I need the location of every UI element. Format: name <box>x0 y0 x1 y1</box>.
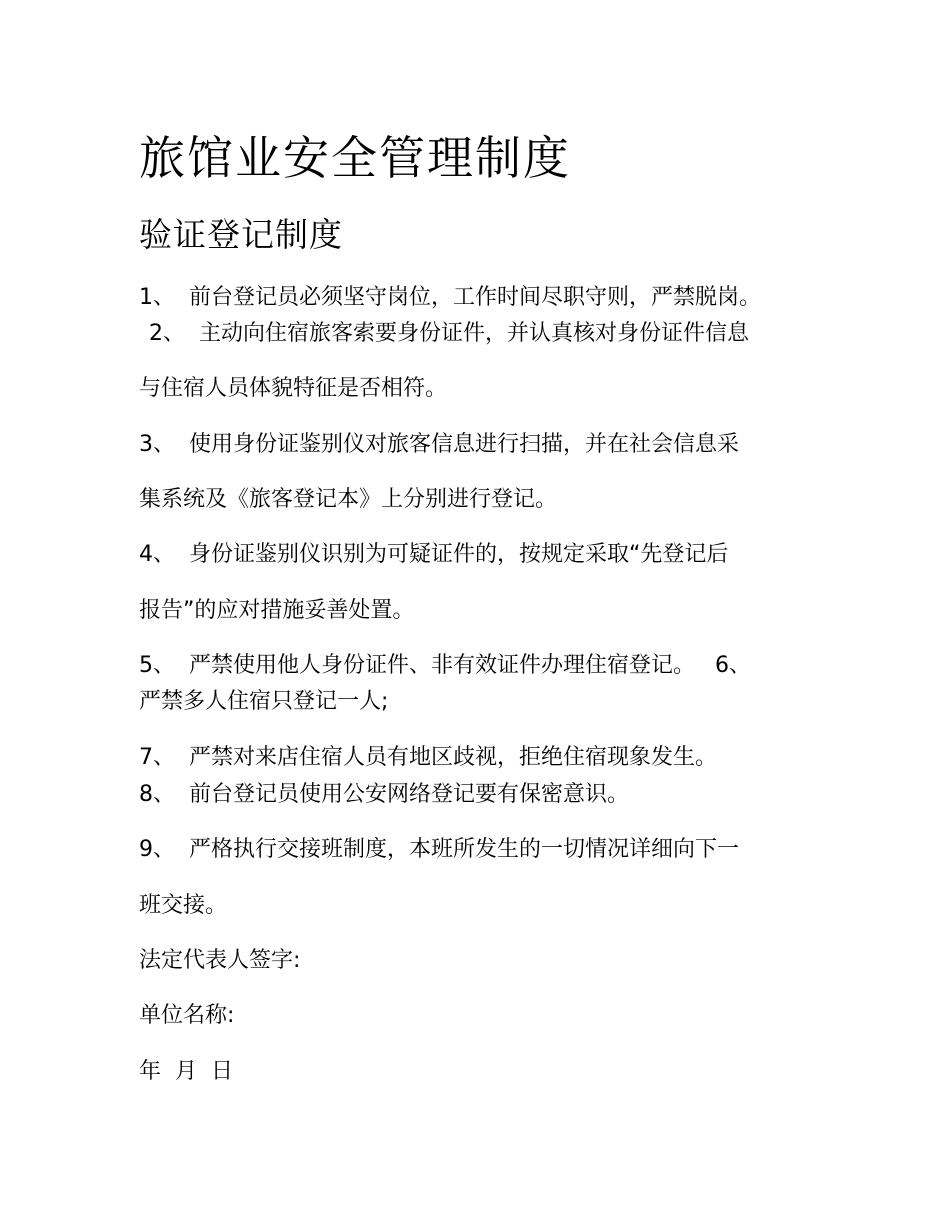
item-number: 9、 <box>139 837 175 862</box>
list-item-7 <box>139 743 717 773</box>
list-item-5 <box>139 651 751 681</box>
item-number: 5、 <box>139 653 175 678</box>
document-title: 旅馆业安全管理制度 <box>139 131 571 185</box>
item-number-6: 6、 <box>715 653 752 678</box>
list-item-3-continuation: 集系统及《旅客登记本》上分别进行登记。 <box>139 487 558 512</box>
item-text: 身份证鉴别仪识别为可疑证件的，按规定采取“先登记后 <box>189 542 729 567</box>
item-number: 7、 <box>139 745 175 770</box>
list-item-2-continuation: 与住宿人员体貌特征是否相符。 <box>139 376 448 401</box>
item-text: 前台登记员必须坚守岗位，工作时间尽职守则，严禁脱岗。 <box>189 285 762 310</box>
list-item-1 <box>139 283 761 313</box>
legal-representative-signature-label: 法定代表人签字: <box>139 948 301 973</box>
list-item-4-continuation: 报告”的应对措施妥善处置。 <box>139 598 415 623</box>
list-item-3 <box>139 430 739 460</box>
list-item-4 <box>139 540 728 570</box>
item-number: 3、 <box>139 432 175 457</box>
item-number: 8、 <box>139 782 175 807</box>
item-text: 主动向住宿旅客索要身份证件，并认真核对身份证件信息 <box>199 321 750 346</box>
item-text: 前台登记员使用公安网络登记要有保密意识。 <box>189 782 630 807</box>
item-number: 4、 <box>139 542 175 567</box>
item-number: 2、 <box>149 321 185 346</box>
item-text: 严格执行交接班制度，本班所发生的一切情况详细向下一 <box>189 837 740 862</box>
item-text: 严禁使用他人身份证件、非有效证件办理住宿登记。 <box>189 653 696 678</box>
section-heading: 验证登记制度 <box>139 215 343 254</box>
item-text: 使用身份证鉴别仪对旅客信息进行扫描，并在社会信息采 <box>189 432 740 457</box>
list-item-8 <box>139 780 629 810</box>
list-item-2 <box>149 319 749 349</box>
unit-name-label: 单位名称: <box>139 1003 235 1028</box>
item-number: 1、 <box>139 285 175 310</box>
date-label: 年 月 日 <box>139 1059 233 1084</box>
list-item-9 <box>139 835 739 865</box>
item-text: 严禁对来店住宿人员有地区歧视，拒绝住宿现象发生。 <box>189 745 718 770</box>
list-item-6-continuation: 严禁多人住宿只登记一人; <box>139 689 389 714</box>
list-item-9-continuation: 班交接。 <box>139 893 228 918</box>
